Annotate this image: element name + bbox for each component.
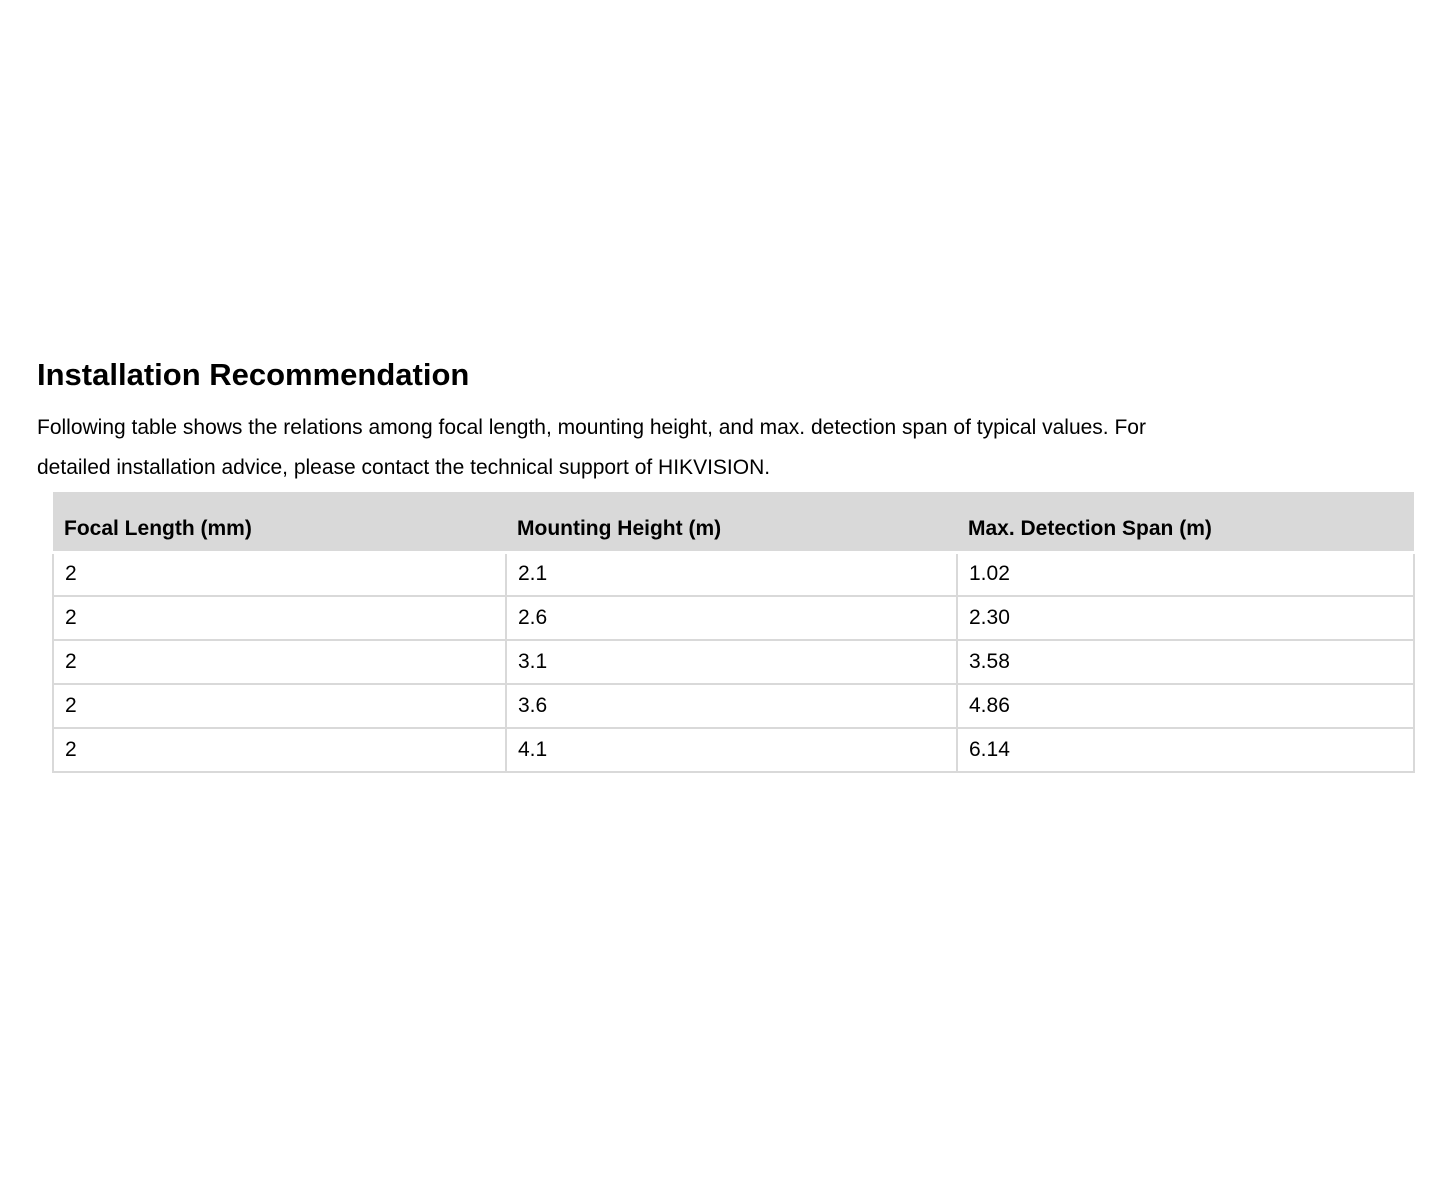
section-title: Installation Recommendation bbox=[37, 357, 470, 392]
cell-max-detection-span: 3.58 bbox=[957, 640, 1414, 684]
table-row bbox=[53, 640, 1414, 684]
cell-focal-length: 2 bbox=[53, 728, 506, 772]
cell-focal-length: 2 bbox=[53, 684, 506, 728]
cell-focal-length: 2 bbox=[53, 552, 506, 596]
table-row bbox=[53, 684, 1414, 728]
intro-paragraph bbox=[37, 408, 1437, 488]
cell-max-detection-span: 4.86 bbox=[957, 684, 1414, 728]
table-row bbox=[53, 728, 1414, 772]
cell-mounting-height: 2.1 bbox=[506, 552, 957, 596]
cell-max-detection-span: 6.14 bbox=[957, 728, 1414, 772]
cell-focal-length: 2 bbox=[53, 596, 506, 640]
intro-paragraph-line-1: Following table shows the relations among focal length, mounting height, and max. detection span of typical values. For bbox=[37, 416, 1146, 439]
cell-mounting-height: 2.6 bbox=[506, 596, 957, 640]
header-mounting-height: Mounting Height (m) bbox=[506, 492, 957, 552]
table-row bbox=[53, 552, 1414, 596]
cell-mounting-height: 3.6 bbox=[506, 684, 957, 728]
cell-mounting-height: 4.1 bbox=[506, 728, 957, 772]
table-header-row bbox=[53, 492, 1414, 552]
installation-recommendation-table bbox=[52, 492, 1415, 773]
cell-mounting-height: 3.1 bbox=[506, 640, 957, 684]
intro-paragraph-line-2: detailed installation advice, please contact the technical support of HIKVISION. bbox=[37, 456, 771, 479]
header-max-detection-span: Max. Detection Span (m) bbox=[957, 492, 1414, 552]
table-row bbox=[53, 596, 1414, 640]
cell-focal-length: 2 bbox=[53, 640, 506, 684]
cell-max-detection-span: 2.30 bbox=[957, 596, 1414, 640]
cell-max-detection-span: 1.02 bbox=[957, 552, 1414, 596]
header-focal-length: Focal Length (mm) bbox=[53, 492, 506, 552]
